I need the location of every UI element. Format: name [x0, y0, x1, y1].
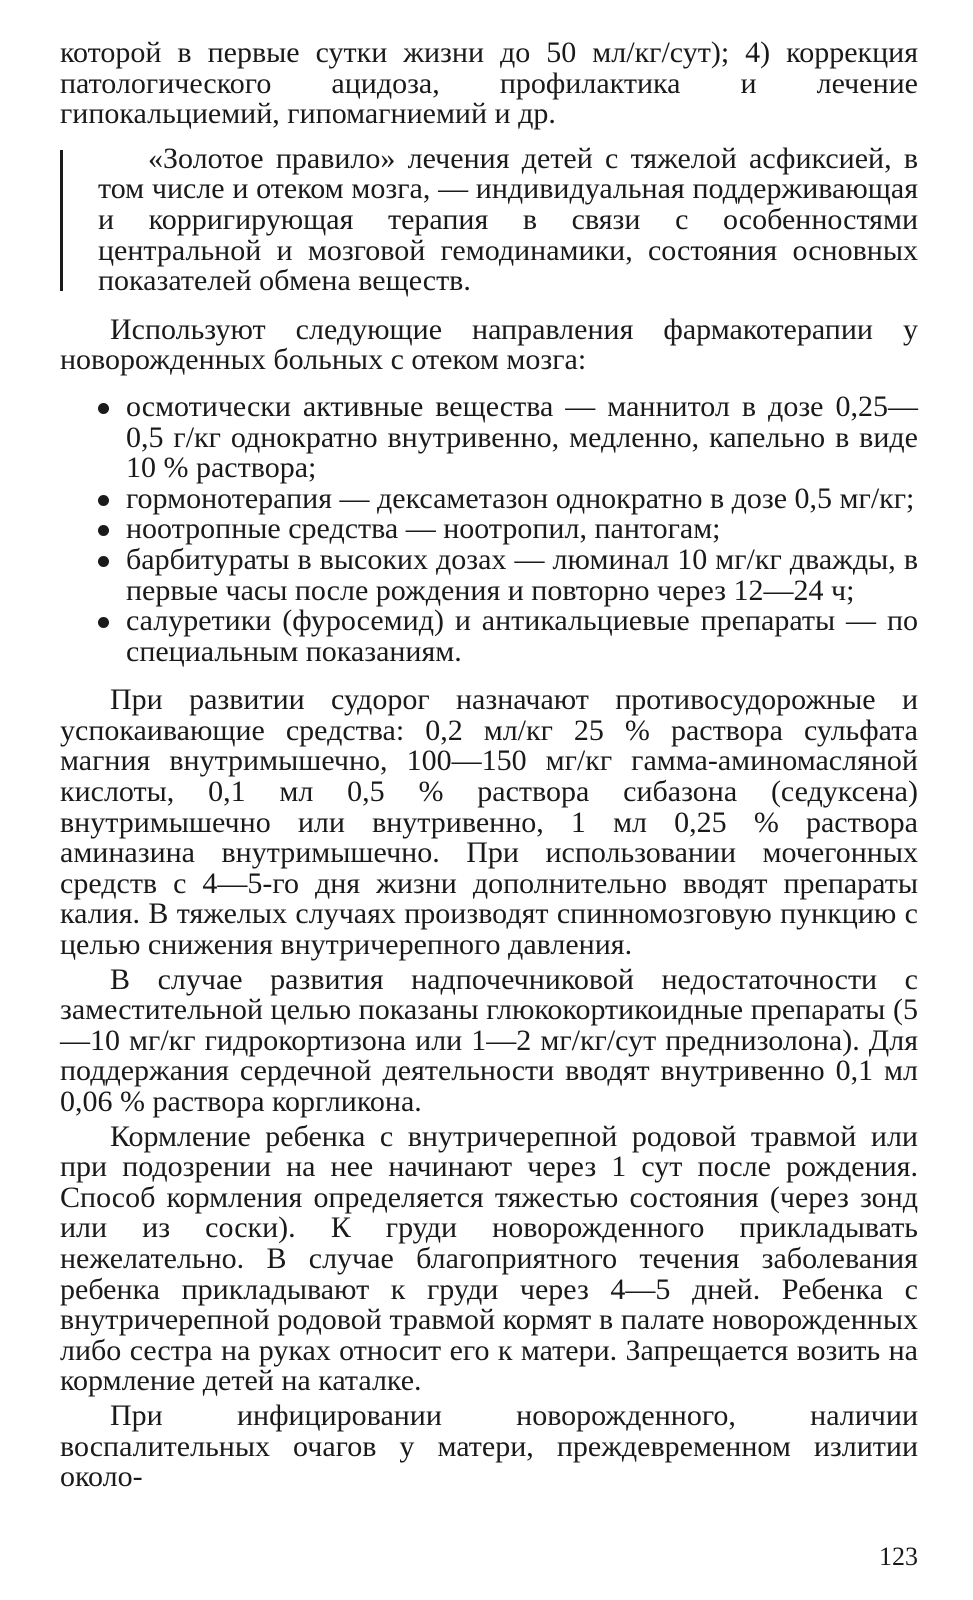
bullet-icon [98, 617, 109, 628]
list-item: барбитураты в высоких дозах — люминал 10 мг/кг дважды, в первые часы после рождения и повторно через 12—24 ч; [126, 545, 918, 606]
golden-rule-callout [60, 141, 918, 298]
callout-text: «Золотое правило» лечения детей с тяжелой асфиксией, в том числе и отеком мозга, — индивидуальная поддерживающая и корригирующая терапия в связи с особенностями центральной и мозговой гемодинамики, состояния основных показателей обмена веществ. [98, 141, 918, 298]
pharmacotherapy-list [60, 389, 918, 668]
paragraph-seizures: При развитии судорог назначают противосудорожные и успокаивающие средства: 0,2 мл/кг 25 % раствора сульфата магния внутримышечно, 100—150 мг/кг гамма-аминомасляной кислоты, 0,1 мл 0,5 % раствора сибазона (седуксена) внутримышечно или внутривенно, 1 мл 0,25 % раствора аминазина внутримышечно. При использовании мочегонных средств с 4—5-го дня жизни дополнительно вводят препараты калия. В тяжелых случаях производят спинномозговую пункцию с целью снижения внутричерепного давления. [60, 683, 918, 962]
bullet-icon [98, 495, 109, 506]
list-item: осмотически активные вещества — маннитол в дозе 0,25—0,5 г/кг однократно внутривенно, медленно, капельно в виде 10 % раствора; [126, 392, 918, 484]
callout-side-rule [60, 150, 63, 291]
list-item: салуретики (фуросемид) и антикальциевые препараты — по специальным показаниям. [126, 606, 918, 667]
paragraph-feeding: Кормление ребенка с внутричерепной родовой травмой или при подозрении на нее начинают через 1 сут после рождения. Способ кормления определяется тяжестью состояния (через зонд или из соски). К груди новорожденного прикладывать нежелательно. В случае благоприятного течения заболевания ребенка прикладывают к груди через 4—5 дней. Ребенка с внутричерепной родовой травмой кормят в палате новорожденных либо сестра на руках относит его к матери. Запрещается возить на кормление детей на каталке. [60, 1119, 918, 1398]
paragraph-infection: При инфицировании новорожденного, наличии воспалительных очагов у матери, преждевременном излитии около- [60, 1398, 918, 1494]
paragraph-continuation: которой в первые сутки жизни до 50 мл/кг/сут); 4) коррекция патологического ацидоза, профилактика и лечение гипокальциемий, гипомагниемий и др. [60, 36, 918, 131]
bullet-icon [98, 525, 109, 536]
bullet-icon [98, 403, 109, 414]
list-item: ноотропные средства — ноотропил, пантогам; [126, 514, 918, 545]
list-item: гормонотерапия — дексаметазон однократно в дозе 0,5 мг/кг; [126, 484, 918, 515]
paragraph-pharmacotherapy-intro: Используют следующие направления фармакотерапии у новорожденных больных с отеком мозга: [60, 312, 918, 377]
paragraph-adrenal: В случае развития надпочечниковой недостаточности с заместительной целью показаны глюкокортикоидные препараты (5—10 мг/кг гидрокортизона или 1—2 мг/кг/сут преднизолона). Для поддержания сердечной деятельности вводят внутривенно 0,1 мл 0,06 % раствора коргликона. [60, 962, 918, 1118]
bullet-icon [98, 556, 109, 567]
page-number: 123 [879, 1542, 918, 1571]
page-content [60, 38, 918, 1493]
